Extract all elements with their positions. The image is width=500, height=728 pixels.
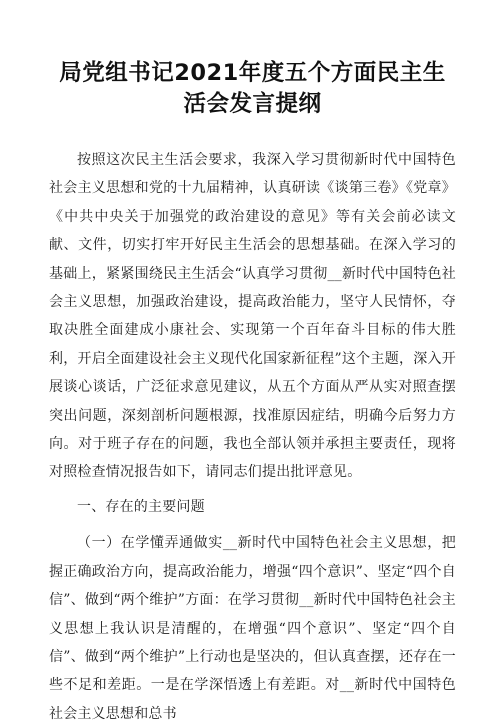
title-line-2: 活会发言提纲 xyxy=(183,91,322,117)
section-paragraph: （一）在学懂弄通做实__新时代中国特色社会主义思想，把握正确政治方向，提高政治能力，增强“四个意识”、坚定“四个自信”、做到“两个维护”方面：在学习贯彻__新时代中国特色社会主义思想上我认识是清醒的，在增强“四个意识”、坚定“四个自信”、做到“两个维护”上行动也是坚决的，但认真查摆，还存在一些不足和差距。一是在学深悟透上有差距。对__新时代中国特色社会主义思想和总书 xyxy=(49,535,456,722)
title-line-1: 局党组书记2021年度五个方面民主生 xyxy=(59,60,446,86)
document-body xyxy=(49,146,456,728)
intro-paragraph: 按照这次民主生活会要求，我深入学习贯彻新时代中国特色社会主义思想和党的十九届精神，认真研读《谈第三卷》《党章》《中共中央关于加强党的政治建设的意见》等有关会前必读文献、文件，切实打牢开好民主生活会的思想基础。在深入学习的基础上，紧紧围绕民主生活会“认真学习贯彻__新时代中国特色社会主义思想，加强政治建设，提高政治能力，坚守人民情怀，夺取决胜全面建成小康社会、实现第一个百年奋斗目标的伟大胜利，开启全面建设社会主义现代化国家新征程”这个主题，深入开展谈心谈话，广泛征求意见建议，从五个方面从严从实对照查摆突出问题，深刻剖析问题根源，找准原因症结，明确今后努力方向。对于班子存在的问题，我也全部认领并承担主要责任，现将对照检查情况报告如下，请同志们提出批评意见。 xyxy=(49,152,456,481)
section-heading: 一、存在的主要问题 xyxy=(77,498,205,515)
document-title xyxy=(49,58,456,120)
